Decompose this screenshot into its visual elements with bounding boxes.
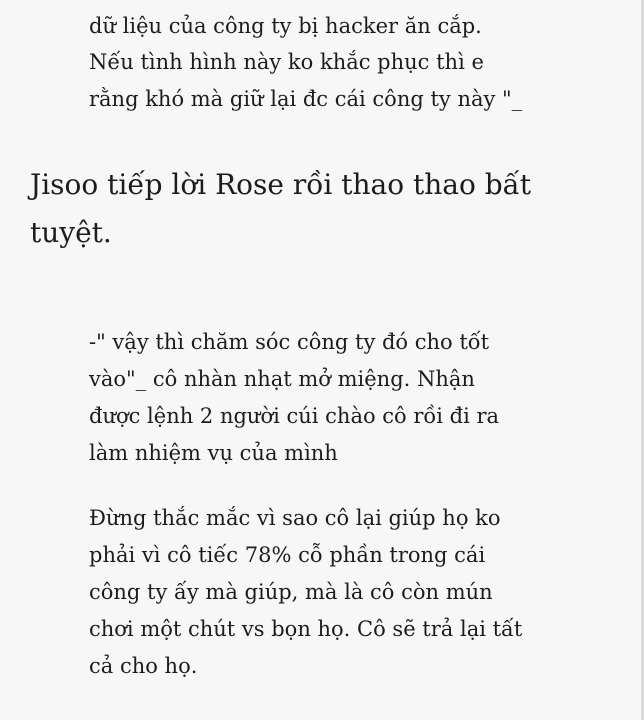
text-line: tuyệt. xyxy=(30,216,112,249)
text-line: Jisoo tiếp lời Rose rồi thao thao bất xyxy=(30,168,532,201)
text-line: chơi một chút vs bọn họ. Cô sẽ trả lại tất xyxy=(89,617,523,641)
text-line: rằng khó mà giữ lại đc cái công ty này "_ xyxy=(89,87,523,111)
text-line: được lệnh 2 người cúi chào cô rồi đi ra xyxy=(89,404,500,428)
text-line: làm nhiệm vụ của mình xyxy=(89,441,338,465)
text-line: công ty ấy mà giúp, mà là cô còn mún xyxy=(89,580,493,604)
text-line: vào"_ cô nhàn nhạt mở miệng. Nhận xyxy=(89,367,475,391)
text-line: Đừng thắc mắc vì sao cô lại giúp họ ko xyxy=(89,506,501,530)
text-line: -" vậy thì chăm sóc công ty đó cho tốt xyxy=(89,330,490,354)
text-line: Nếu tình hình này ko khắc phục thì e xyxy=(89,50,484,74)
text-line: dữ liệu của công ty bị hacker ăn cắp. xyxy=(89,14,482,38)
text-line: phải vì cô tiếc 78% cỗ phần trong cái xyxy=(89,543,486,567)
text-line: cả cho họ. xyxy=(89,654,198,678)
